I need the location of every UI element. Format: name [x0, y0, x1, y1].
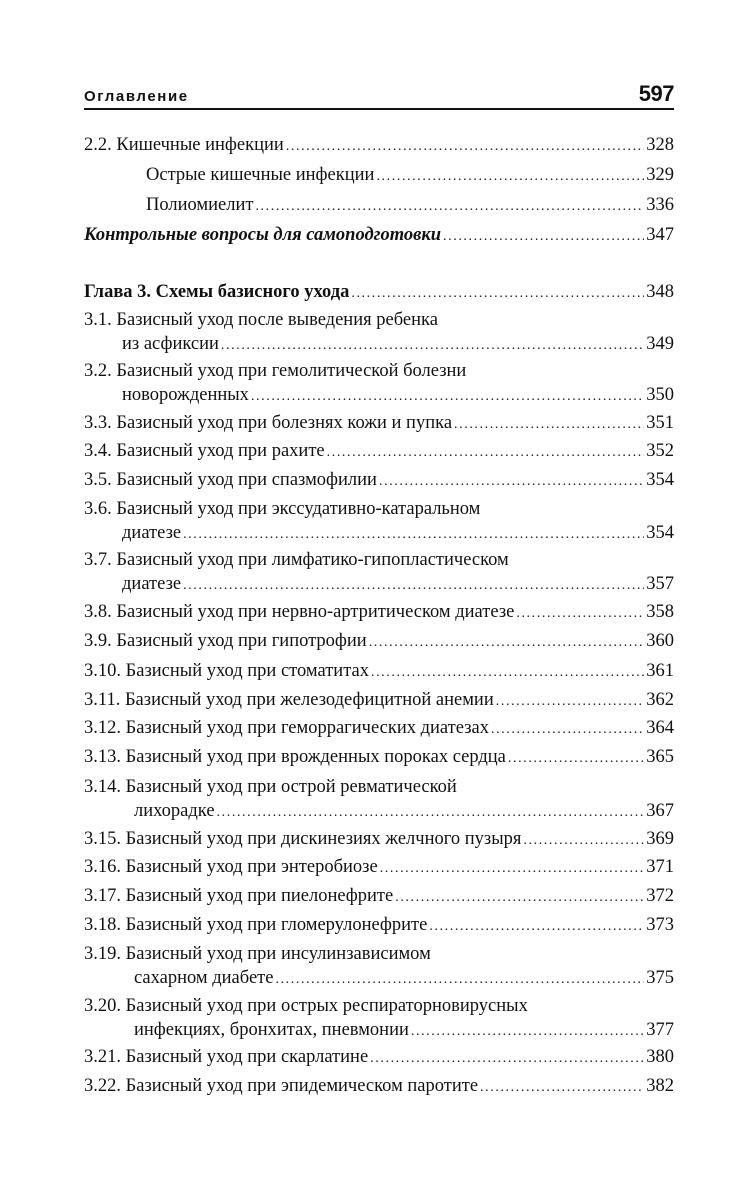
toc-entry-title: 3.14. Базисный уход при острой ревматической [84, 777, 457, 797]
toc-entry-title: Полиомиелит [146, 195, 254, 215]
leader-dots [411, 1020, 644, 1044]
leader-dots [379, 470, 644, 494]
toc-entry-page: 354 [646, 523, 674, 543]
toc-entry-title: 3.8. Базисный уход при нервно-артритическом диатезе [84, 602, 515, 622]
toc-entry-page: 348 [646, 282, 674, 302]
toc-entry-title: 3.7. Базисный уход при лимфатико-гипопластическом [84, 550, 509, 570]
leader-dots [496, 690, 645, 714]
leader-dots [371, 661, 644, 685]
toc-entry-page: 367 [646, 801, 674, 821]
leader-dots [491, 718, 644, 742]
leader-dots [370, 1047, 644, 1071]
leader-dots [395, 886, 644, 910]
page-number: 597 [638, 81, 674, 106]
leader-dots [429, 915, 644, 939]
toc-entry-3-16 [84, 855, 674, 881]
toc-entry-title: 3.4. Базисный уход при рахите [84, 441, 325, 461]
toc-entry-page: 362 [646, 690, 674, 710]
toc-entry-title: 3.22. Базисный уход при эпидемическом паротите [84, 1076, 479, 1096]
toc-entry-3-17 [84, 884, 674, 910]
toc-entry-title: 3.21. Базисный уход при скарлатине [84, 1047, 369, 1067]
leader-dots [443, 225, 644, 249]
toc-entry-title: 3.17. Базисный уход при пиелонефрите [84, 886, 394, 906]
toc-entry-page: 373 [646, 915, 674, 935]
toc-entry-title-cont: лихорадке [134, 801, 215, 821]
toc-entry-page: 347 [646, 225, 674, 245]
toc-entry-title-cont: новорожденных [122, 385, 249, 405]
leader-dots [516, 602, 644, 626]
toc-entry-title: 3.11. Базисный уход при железодефицитной анемии [84, 690, 494, 710]
leader-dots [275, 968, 644, 992]
toc-entry-page: 375 [646, 968, 674, 988]
toc-entry-title: 3.13. Базисный уход при врожденных пороках сердца [84, 747, 506, 767]
toc-entry-3-5 [84, 468, 674, 494]
toc-entry-page: 380 [646, 1047, 674, 1067]
toc-entry-page: 328 [646, 135, 674, 155]
toc-entry-3-20 [84, 994, 674, 1044]
toc-entry-title: 3.3. Базисный уход при болезнях кожи и пупка [84, 413, 453, 433]
toc-entry-3-19 [84, 942, 674, 992]
toc-entry-3-14 [84, 775, 674, 825]
toc-entry-page: 350 [646, 385, 674, 405]
toc-entry-3-22 [84, 1074, 674, 1100]
toc-entry-review-questions [84, 223, 674, 249]
toc-entry-3-10 [84, 659, 674, 685]
toc-entry-title: 3.16. Базисный уход при энтеробиозе [84, 857, 378, 877]
toc-entry-page: 352 [646, 441, 674, 461]
toc-entry-3-9 [84, 629, 674, 655]
toc-entry-3-15 [84, 827, 674, 853]
leader-dots [286, 135, 644, 159]
toc-entry-title-cont: инфекциях, бронхитах, пневмонии [134, 1020, 409, 1040]
leader-dots [369, 631, 645, 655]
toc-entry-3-3 [84, 411, 674, 437]
toc-entry-title: Глава 3. Схемы базисного ухода [84, 282, 350, 302]
toc-entry-3-8 [84, 600, 674, 626]
toc-entry-title-cont: диатезе [122, 574, 182, 594]
toc-entry-page: 351 [646, 413, 674, 433]
leader-dots [221, 334, 644, 358]
leader-dots [217, 801, 645, 825]
toc-entry-3-11 [84, 688, 674, 714]
leader-dots [480, 1076, 644, 1100]
toc-entry-title: 3.6. Базисный уход при экссудативно-катаральном [84, 499, 481, 519]
toc-entry-page: 360 [646, 631, 674, 651]
toc-entry-3-6 [84, 497, 674, 547]
toc-entry-3-7 [84, 548, 674, 598]
toc-chapter-3 [84, 280, 674, 306]
toc-entry-title: 3.2. Базисный уход при гемолитической болезни [84, 361, 467, 381]
leader-dots [523, 829, 644, 853]
toc-entry-page: 336 [646, 195, 674, 215]
leader-dots [376, 165, 644, 189]
leader-dots [327, 441, 645, 465]
leader-dots [380, 857, 645, 881]
toc-entry-page: 358 [646, 602, 674, 622]
toc-entry-page: 364 [646, 718, 674, 738]
toc-entry-3-2 [84, 359, 674, 409]
leader-dots [183, 574, 644, 598]
toc-entry-title-cont: сахарном диабете [134, 968, 274, 988]
toc-entry-title: 3.10. Базисный уход при стоматитах [84, 661, 369, 681]
toc-entry-page: 365 [646, 747, 674, 767]
toc-entry-acute-intestinal [84, 163, 674, 189]
toc-entry-title: 3.18. Базисный уход при гломерулонефрите [84, 915, 428, 935]
toc-entry-page: 371 [646, 857, 674, 877]
toc-entry-3-4 [84, 439, 674, 465]
toc-entry-page: 377 [646, 1020, 674, 1040]
leader-dots [251, 385, 644, 409]
leader-dots [351, 282, 644, 306]
toc-entry-title: 3.15. Базисный уход при дискинезиях желчного пузыря [84, 829, 522, 849]
running-header [84, 80, 674, 110]
toc-entry-page: 357 [646, 574, 674, 594]
toc-entry-page: 349 [646, 334, 674, 354]
toc-entry-page: 372 [646, 886, 674, 906]
toc-entry-title: 3.20. Базисный уход при острых респираторновирусных [84, 996, 528, 1016]
toc-entry-page: 382 [646, 1076, 674, 1096]
toc-entry-page: 361 [646, 661, 674, 681]
toc-entry-title: 3.1. Базисный уход после выведения ребенка [84, 310, 438, 330]
toc-entry-title: 3.9. Базисный уход при гипотрофии [84, 631, 367, 651]
toc-entry-title: 3.19. Базисный уход при инсулинзависимом [84, 944, 431, 964]
toc-entry-3-1 [84, 308, 674, 358]
running-title: Оглавление [84, 88, 189, 105]
toc-entry-title-cont: из асфиксии [122, 334, 219, 354]
toc-entry-polio [84, 193, 674, 219]
toc-entry-3-13 [84, 745, 674, 771]
toc-entry-2-2 [84, 133, 674, 159]
toc-entry-page: 369 [646, 829, 674, 849]
toc-entry-3-21 [84, 1045, 674, 1071]
toc-entry-3-12 [84, 716, 674, 742]
toc-entry-title: 2.2. Кишечные инфекции [84, 135, 284, 155]
toc-entry-page: 329 [646, 165, 674, 185]
toc-entry-title: 3.12. Базисный уход при геморрагических диатезах [84, 718, 489, 738]
leader-dots [508, 747, 644, 771]
toc-entry-page: 354 [646, 470, 674, 490]
toc-entry-3-18 [84, 913, 674, 939]
leader-dots [255, 195, 644, 219]
leader-dots [183, 523, 644, 547]
toc-entry-title: 3.5. Базисный уход при спазмофилии [84, 470, 377, 490]
toc-entry-title-cont: диатезе [122, 523, 182, 543]
toc-entry-title: Острые кишечные инфекции [146, 165, 375, 185]
toc-entry-title: Контрольные вопросы для самоподготовки [84, 225, 442, 245]
leader-dots [454, 413, 644, 437]
